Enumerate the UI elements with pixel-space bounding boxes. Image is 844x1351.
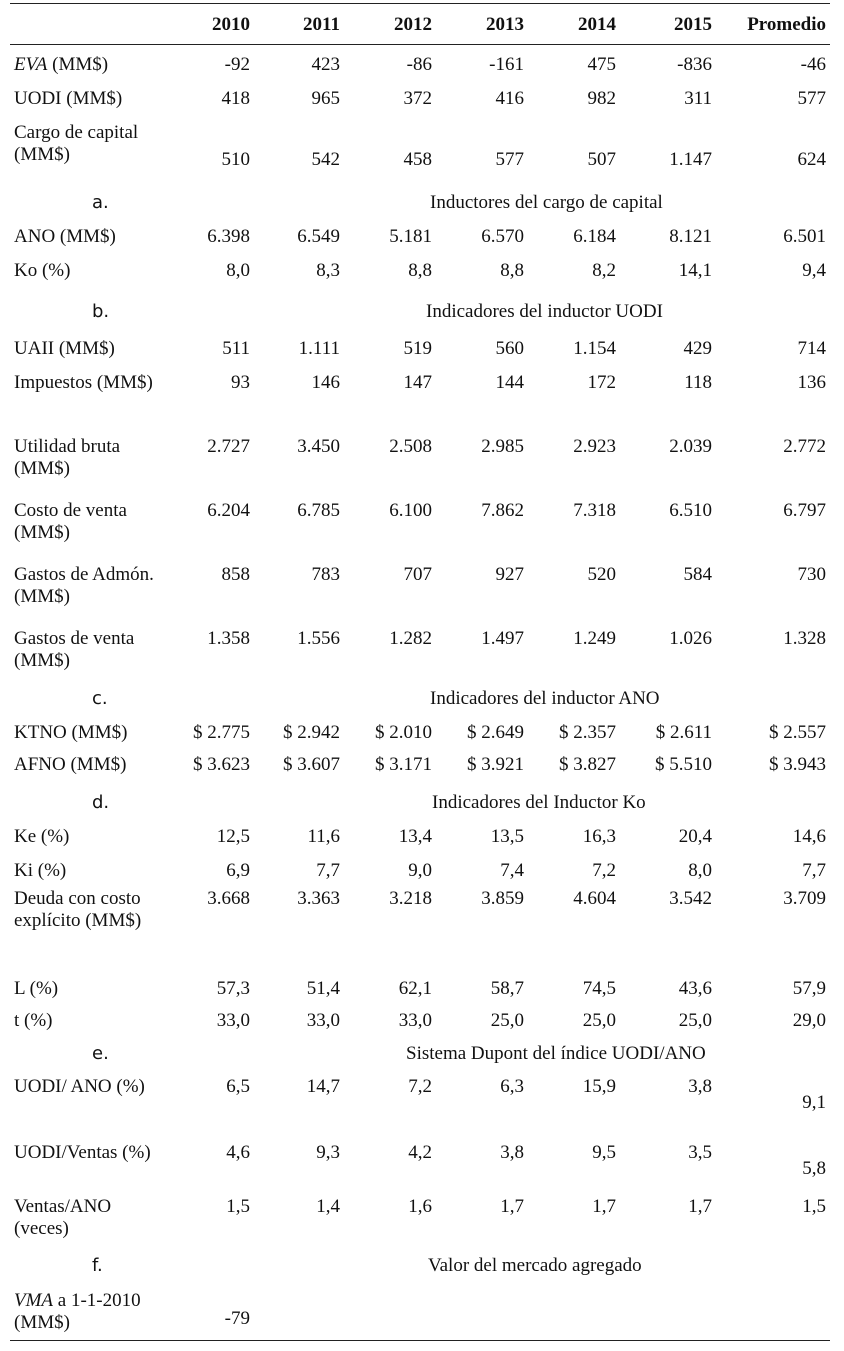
header-2012: 2012 <box>394 14 432 35</box>
cell-2013: 6.570 <box>481 226 524 247</box>
cell-2013: 7.862 <box>481 500 524 521</box>
cell-2011: 33,0 <box>306 1010 340 1031</box>
cell-2010: 858 <box>221 564 250 585</box>
cell-2015: 14,1 <box>678 260 712 281</box>
section-title: Indicadores del Inductor Ko <box>432 792 646 813</box>
cell-2015: 1.026 <box>669 628 712 649</box>
cell-2012: 62,1 <box>398 978 432 999</box>
row-label-italic: EVA <box>14 54 48 75</box>
cell-2012: 13,4 <box>398 826 432 847</box>
cell-2015: 3,8 <box>688 1076 712 1097</box>
cell-2014: 4.604 <box>573 888 616 909</box>
cell-2013: 416 <box>495 88 524 109</box>
cell-2010: 1,5 <box>226 1196 250 1217</box>
cell-promedio: $ 3.943 <box>769 754 826 775</box>
cell-2010: 12,5 <box>216 826 250 847</box>
row-label: Impuestos (MM$) <box>14 372 153 393</box>
section-title: Valor del mercado agregado <box>428 1255 642 1276</box>
row-label <box>14 1290 164 1334</box>
row-label: Gastos de Admón. (MM$) <box>14 564 154 607</box>
cell-2011: 9,3 <box>316 1142 340 1163</box>
cell-2012: 147 <box>403 372 432 393</box>
cell-2010: -92 <box>224 54 250 75</box>
row-label-rest: (MM$) <box>47 54 109 75</box>
cell-2012: 2.508 <box>389 436 432 457</box>
cell-2010: -79 <box>224 1308 250 1329</box>
cell-promedio: 730 <box>797 564 826 585</box>
cell-promedio: 2.772 <box>783 436 826 457</box>
cell-2010: 6.204 <box>207 500 250 521</box>
cell-2011: $ 3.607 <box>283 754 340 775</box>
cell-2013: 58,7 <box>490 978 524 999</box>
cell-2011: 1.556 <box>297 628 340 649</box>
cell-2010: 6.398 <box>207 226 250 247</box>
top-rule <box>10 3 830 4</box>
header-2011: 2011 <box>303 14 340 35</box>
cell-2015: 118 <box>684 372 712 393</box>
header-promedio: Promedio <box>747 14 826 35</box>
row-label: Gastos de venta (MM$) <box>14 628 135 671</box>
cell-2014: $ 3.827 <box>559 754 616 775</box>
cell-2013: 577 <box>495 149 524 170</box>
cell-2011: $ 2.942 <box>283 722 340 743</box>
row-label: L (%) <box>14 978 59 999</box>
cell-2011: 14,7 <box>306 1076 340 1097</box>
cell-2012: 519 <box>403 338 432 359</box>
cell-2012: 707 <box>403 564 432 585</box>
cell-2013: 7,4 <box>500 860 524 881</box>
row-label: UODI/ ANO (%) <box>14 1076 145 1097</box>
cell-2015: $ 5.510 <box>655 754 712 775</box>
cell-2010: 8,0 <box>226 260 250 281</box>
cell-2010: 93 <box>231 372 250 393</box>
cell-2015: 6.510 <box>669 500 712 521</box>
cell-2010: 3.668 <box>207 888 250 909</box>
cell-2012: 5.181 <box>389 226 432 247</box>
cell-2012: $ 3.171 <box>375 754 432 775</box>
cell-promedio: 5,8 <box>802 1158 826 1179</box>
section-title: Indicadores del inductor UODI <box>426 301 663 322</box>
cell-2012: 7,2 <box>408 1076 432 1097</box>
section-letter: b. <box>92 301 110 322</box>
cell-2013: 560 <box>495 338 524 359</box>
cell-2015: $ 2.611 <box>655 722 712 743</box>
cell-2012: 9,0 <box>408 860 432 881</box>
cell-2010: 511 <box>222 338 250 359</box>
cell-2011: 965 <box>311 88 340 109</box>
cell-promedio: 3.709 <box>783 888 826 909</box>
cell-2011: 783 <box>311 564 340 585</box>
row-label: AFNO (MM$) <box>14 754 127 775</box>
cell-2015: 3,5 <box>688 1142 712 1163</box>
cell-2014: 1.154 <box>573 338 616 359</box>
cell-2011: 1,4 <box>316 1196 340 1217</box>
cell-2014: $ 2.357 <box>559 722 616 743</box>
cell-2012: 8,8 <box>408 260 432 281</box>
row-label: Deuda con costo explícito (MM$) <box>14 888 142 931</box>
section-letter: f. <box>92 1255 103 1276</box>
cell-2014: 2.923 <box>573 436 616 457</box>
cell-2014: 6.184 <box>573 226 616 247</box>
cell-promedio: 9,1 <box>802 1092 826 1113</box>
cell-2014: 7,2 <box>592 860 616 881</box>
cell-promedio: $ 2.557 <box>769 722 826 743</box>
row-label-rest: a 1-1-2010 (MM$) <box>14 1290 141 1333</box>
section-letter: e. <box>92 1043 109 1064</box>
cell-2012: 33,0 <box>398 1010 432 1031</box>
cell-2013: 927 <box>495 564 524 585</box>
section-title: Indicadores del inductor ANO <box>430 688 660 709</box>
cell-2010: $ 2.775 <box>193 722 250 743</box>
header-2014: 2014 <box>578 14 616 35</box>
cell-2010: 6,5 <box>226 1076 250 1097</box>
cell-2012: 3.218 <box>389 888 432 909</box>
cell-2014: 982 <box>587 88 616 109</box>
cell-2013: 2.985 <box>481 436 524 457</box>
header-2013: 2013 <box>486 14 524 35</box>
cell-2010: 2.727 <box>207 436 250 457</box>
cell-2011: 11,6 <box>307 826 340 847</box>
cell-2014: 507 <box>587 149 616 170</box>
cell-2014: 7.318 <box>573 500 616 521</box>
row-label: Ki (%) <box>14 860 67 881</box>
cell-promedio: 14,6 <box>792 826 826 847</box>
cell-2015: 25,0 <box>678 1010 712 1031</box>
cell-2014: 1,7 <box>592 1196 616 1217</box>
row-label: Ko (%) <box>14 260 71 281</box>
cell-2014: 1.249 <box>573 628 616 649</box>
cell-2015: 311 <box>684 88 712 109</box>
row-label: Costo de venta (MM$) <box>14 500 127 543</box>
cell-promedio: -46 <box>800 54 826 75</box>
row-label: Ventas/ANO (veces) <box>14 1196 112 1239</box>
cell-2015: -836 <box>677 54 712 75</box>
cell-2011: 146 <box>311 372 340 393</box>
cell-promedio: 6.797 <box>783 500 826 521</box>
cell-2013: 8,8 <box>500 260 524 281</box>
cell-2012: 6.100 <box>389 500 432 521</box>
row-label: UODI (MM$) <box>14 88 123 109</box>
cell-2011: 51,4 <box>306 978 340 999</box>
cell-2015: 43,6 <box>678 978 712 999</box>
section-title: Inductores del cargo de capital <box>430 192 663 213</box>
row-label: t (%) <box>14 1010 53 1031</box>
cell-2015: 584 <box>683 564 712 585</box>
cell-2014: 74,5 <box>582 978 616 999</box>
cell-2015: 429 <box>683 338 712 359</box>
cell-2011: 3.363 <box>297 888 340 909</box>
cell-2014: 520 <box>587 564 616 585</box>
cell-2013: 3,8 <box>500 1142 524 1163</box>
cell-2015: 2.039 <box>669 436 712 457</box>
cell-2011: 3.450 <box>297 436 340 457</box>
cell-promedio: 1.328 <box>783 628 826 649</box>
cell-2013: 25,0 <box>490 1010 524 1031</box>
cell-promedio: 57,9 <box>792 978 826 999</box>
cell-promedio: 29,0 <box>792 1010 826 1031</box>
cell-promedio: 624 <box>797 149 826 170</box>
cell-2011: 542 <box>311 149 340 170</box>
cell-2011: 1.111 <box>298 338 340 359</box>
header-2010: 2010 <box>212 14 250 35</box>
cell-2014: 172 <box>587 372 616 393</box>
cell-2012: 1,6 <box>408 1196 432 1217</box>
section-letter: d. <box>92 792 110 813</box>
cell-2015: 3.542 <box>669 888 712 909</box>
cell-2015: 1.147 <box>669 149 712 170</box>
cell-2011: 6.549 <box>297 226 340 247</box>
cell-2011: 6.785 <box>297 500 340 521</box>
cell-2012: 4,2 <box>408 1142 432 1163</box>
cell-2013: 13,5 <box>490 826 524 847</box>
bottom-rule <box>10 1340 830 1341</box>
cell-2012: 372 <box>403 88 432 109</box>
cell-2014: 9,5 <box>592 1142 616 1163</box>
cell-2011: 8,3 <box>316 260 340 281</box>
header-rule <box>10 44 830 45</box>
cell-promedio: 9,4 <box>802 260 826 281</box>
cell-2014: 16,3 <box>582 826 616 847</box>
row-label: Ke (%) <box>14 826 70 847</box>
cell-2015: 8.121 <box>669 226 712 247</box>
cell-2013: 3.859 <box>481 888 524 909</box>
cell-promedio: 7,7 <box>802 860 826 881</box>
row-label: Utilidad bruta (MM$) <box>14 436 121 479</box>
row-label: ANO (MM$) <box>14 226 116 247</box>
cell-2013: 6,3 <box>500 1076 524 1097</box>
header-2015: 2015 <box>674 14 712 35</box>
cell-2013: $ 3.921 <box>467 754 524 775</box>
cell-2012: 458 <box>403 149 432 170</box>
cell-2013: $ 2.649 <box>467 722 524 743</box>
cell-2015: 1,7 <box>688 1196 712 1217</box>
cell-2010: 6,9 <box>226 860 250 881</box>
section-letter: a. <box>92 192 109 213</box>
cell-2011: 7,7 <box>316 860 340 881</box>
cell-2010: 33,0 <box>216 1010 250 1031</box>
row-label: UAII (MM$) <box>14 338 115 359</box>
cell-promedio: 136 <box>797 372 826 393</box>
section-title: Sistema Dupont del índice UODI/ANO <box>406 1043 706 1064</box>
cell-promedio: 714 <box>797 338 826 359</box>
cell-2015: 20,4 <box>678 826 712 847</box>
row-label <box>14 54 164 76</box>
section-letter: c. <box>92 688 108 709</box>
cell-2013: 1.497 <box>481 628 524 649</box>
cell-promedio: 1,5 <box>802 1196 826 1217</box>
cell-2014: 25,0 <box>582 1010 616 1031</box>
cell-2010: $ 3.623 <box>193 754 250 775</box>
cell-2013: -161 <box>489 54 524 75</box>
row-label: KTNO (MM$) <box>14 722 128 743</box>
row-label: UODI/Ventas (%) <box>14 1142 151 1163</box>
cell-promedio: 6.501 <box>783 226 826 247</box>
cell-2010: 57,3 <box>216 978 250 999</box>
cell-2015: 8,0 <box>688 860 712 881</box>
cell-2013: 1,7 <box>500 1196 524 1217</box>
cell-2010: 418 <box>221 88 250 109</box>
cell-2014: 15,9 <box>582 1076 616 1097</box>
cell-2014: 475 <box>587 54 616 75</box>
cell-2014: 8,2 <box>592 260 616 281</box>
cell-2010: 510 <box>221 149 250 170</box>
row-label: Cargo de capital (MM$) <box>14 122 139 165</box>
row-label-italic: VMA <box>14 1290 54 1311</box>
cell-2012: 1.282 <box>389 628 432 649</box>
cell-2010: 4,6 <box>226 1142 250 1163</box>
cell-2012: $ 2.010 <box>375 722 432 743</box>
cell-2010: 1.358 <box>207 628 250 649</box>
cell-2012: -86 <box>406 54 432 75</box>
cell-promedio: 577 <box>797 88 826 109</box>
cell-2011: 423 <box>311 54 340 75</box>
cell-2013: 144 <box>495 372 524 393</box>
